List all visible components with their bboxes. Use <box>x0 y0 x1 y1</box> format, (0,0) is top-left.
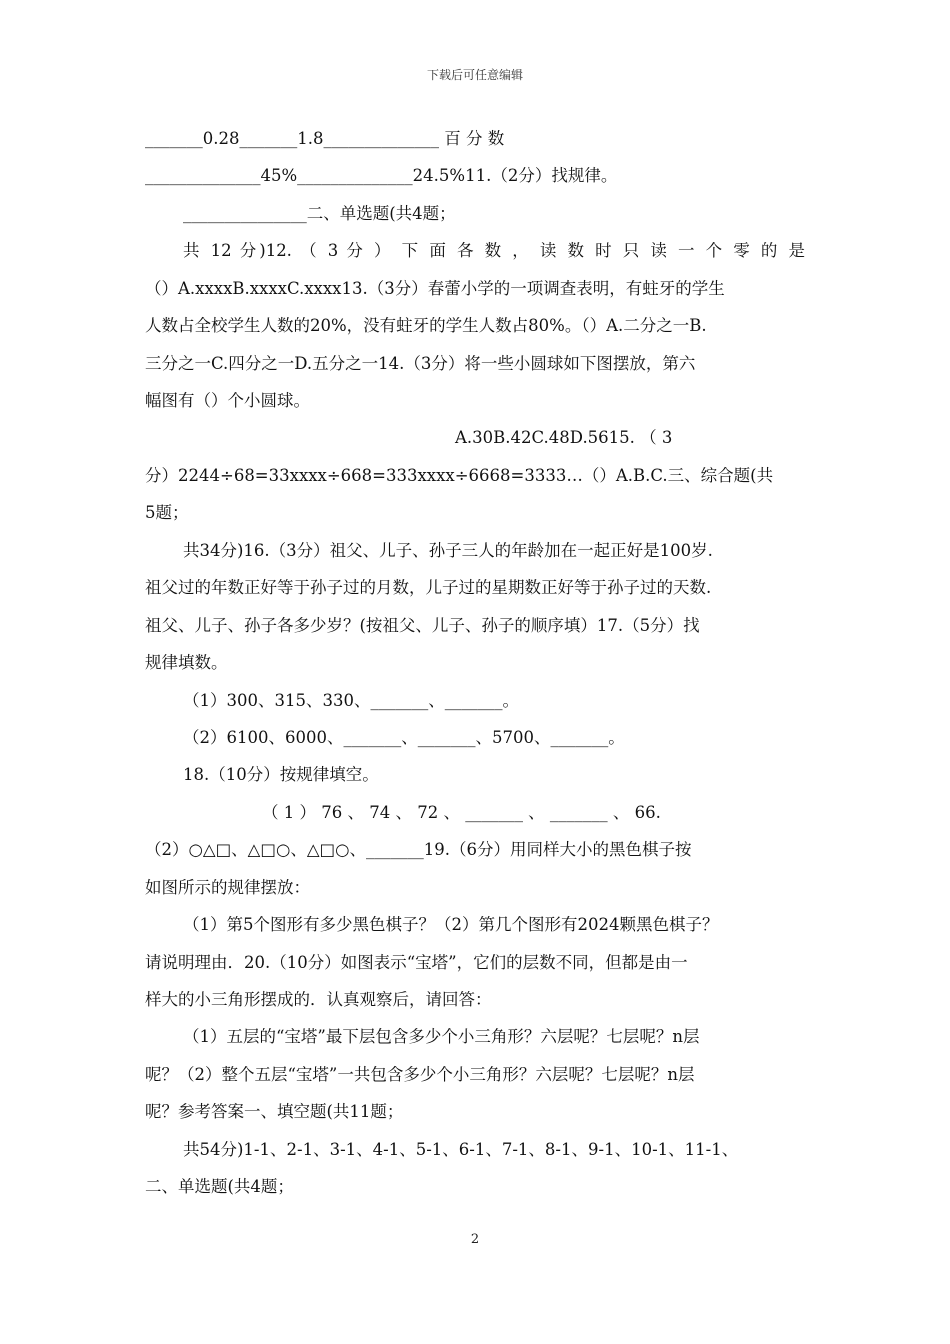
text-line-20: （2）○△□、△□○、△□○、_______19.（6分）用同样大小的黑色棋子按 <box>145 840 692 859</box>
text-line-21: 如图所示的规律摆放： <box>145 878 310 897</box>
text-line-6: 人数占全校学生人数的20%，没有蛀牙的学生人数占80%。（）A.二分之一B. <box>145 316 707 335</box>
text-line-5: （）A.xxxxB.xxxxC.xxxx13.（3分）春蕾小学的一项调查表明，有蛀牙的学生 <box>145 279 725 298</box>
page-header: 下载后可任意编辑 <box>426 68 523 82</box>
text-line-7: 三分之一C.四分之一D.五分之一14.（3分）将一些小圆球如下图摆放，第六 <box>145 354 696 373</box>
text-line-29: 二、单选题(共4题； <box>145 1177 294 1196</box>
text-line-24: 样大的小三角形摆成的．认真观察后，请回答： <box>145 990 492 1009</box>
text-line-25: （1）五层的“宝塔”最下层包含多少个小三角形？六层呢？七层呢？n层 <box>183 1027 700 1046</box>
text-line-10: 分）2244÷68=33xxxx÷668=333xxxx÷6668=3333…（）A.B.C.三、综合题(共 <box>145 466 774 485</box>
text-line-19: （ 1 ） 76 、 74 、 72 、 _______ 、 _______ 、 66. <box>262 803 661 822</box>
text-line-12: 共34分)16.（3分）祖父、儿子、孙子三人的年龄加在一起正好是100岁. <box>183 541 713 560</box>
text-line-3: _______________二、单选题(共4题； <box>183 204 456 223</box>
text-line-18: 18.（10分）按规律填空。 <box>183 765 379 784</box>
text-line-4: 共 12 分)12. （ 3 分 ） 下 面 各 数 ， 读 数 时 只 读 一 个 零 的 是 <box>183 241 805 260</box>
text-line-8: 幅图有（）个小圆球。 <box>145 391 310 410</box>
text-line-22: （1）第5个图形有多少黑色棋子？（2）第几个图形有2024颗黑色棋子？ <box>183 915 719 934</box>
text-line-17: （2）6100、6000、_______、_______、5700、_______。 <box>183 728 625 747</box>
text-line-11: 5题； <box>145 503 189 522</box>
text-line-15: 规律填数。 <box>145 653 228 672</box>
text-line-16: （1）300、315、330、_______、_______。 <box>183 691 519 710</box>
page-number: 2 <box>470 1232 480 1247</box>
text-line-14: 祖父、儿子、孙子各多少岁？(按祖父、儿子、孙子的顺序填）17.（5分）找 <box>145 616 700 635</box>
text-line-1: _______0.28_______1.8______________ 百 分 数 <box>145 129 505 148</box>
text-line-2: ______________45%______________24.5%11.（2分）找规律。 <box>145 166 618 185</box>
text-line-26: 呢？（2）整个五层“宝塔”一共包含多少个小三角形？六层呢？七层呢？n层 <box>145 1065 695 1084</box>
text-line-27: 呢？参考答案一、填空题(共11题； <box>145 1102 404 1121</box>
text-line-13: 祖父过的年数正好等于孙子过的月数，儿子过的星期数正好等于孙子过的天数. <box>145 578 712 597</box>
text-line-9: A.30B.42C.48D.5615. （ 3 <box>455 428 673 447</box>
text-line-28: 共54分)1-1、2-1、3-1、4-1、5-1、6-1、7-1、8-1、9-1、10-1、11-1、 <box>183 1140 739 1159</box>
text-line-23: 请说明理由．20.（10分）如图表示“宝塔”，它们的层数不同，但都是由一 <box>145 953 688 972</box>
